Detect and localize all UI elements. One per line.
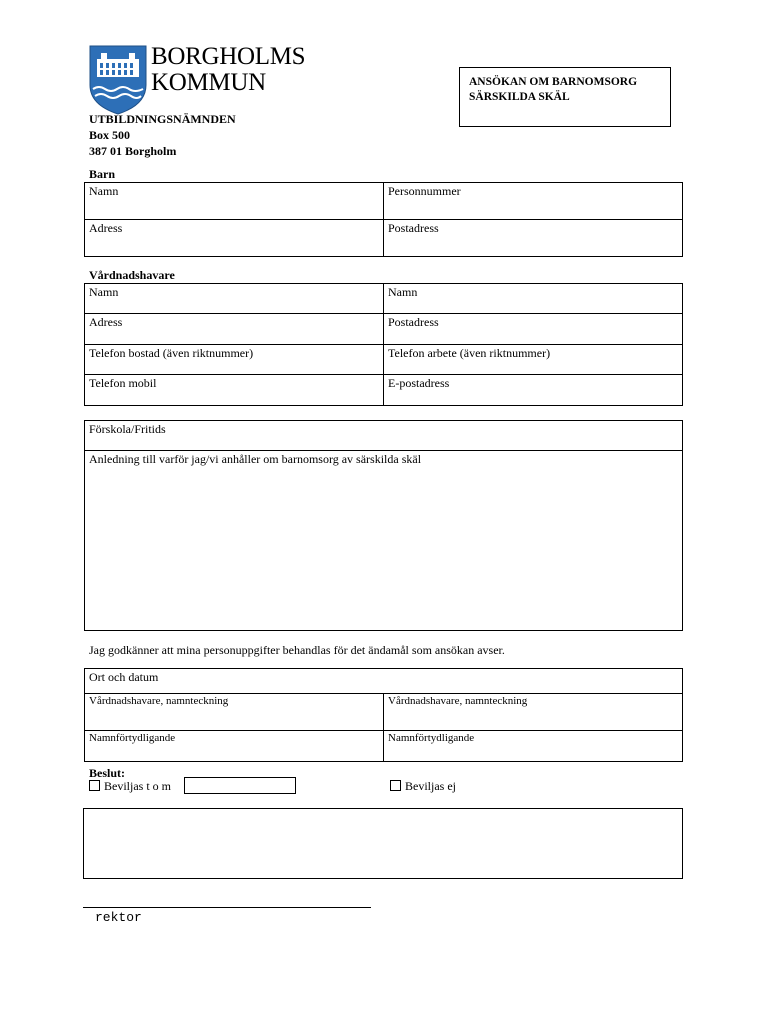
vh-sign-1-label: Vårdnadshavare, namnteckning: [89, 695, 229, 707]
vardnadshavare-heading: Vårdnadshavare: [89, 268, 175, 282]
vh-postadress-label: Postadress: [388, 315, 439, 329]
barn-namn-label: Namn: [89, 184, 119, 198]
epost-label: E-postadress: [388, 376, 450, 390]
vh-sign-2-label: Vårdnadshavare, namnteckning: [388, 695, 528, 707]
beviljas-ej-label: Beviljas ej: [405, 779, 456, 793]
barn-personnummer-label: Personnummer: [388, 184, 461, 198]
namnfortydligande-2-field[interactable]: [384, 731, 683, 762]
beslut-notes-field[interactable]: [83, 808, 683, 879]
vh2-namn-label: Namn: [388, 285, 418, 299]
beviljas-tom-label: Beviljas t o m: [104, 779, 171, 793]
po-box: Box 500: [89, 128, 131, 142]
barn-table: [84, 182, 683, 257]
form-title-line-1: ANSÖKAN OM BARNOMSORG: [469, 76, 638, 88]
rektor-signature-line[interactable]: [83, 907, 371, 908]
logo-line-1: BORGHOLMS: [151, 43, 306, 70]
vardnadshavare-table: [84, 283, 683, 406]
anledning-label: Anledning till varför jag/vi anhåller om barnomsorg av särskilda skäl: [89, 452, 422, 466]
barn-postadress-field[interactable]: [384, 220, 683, 257]
anledning-field[interactable]: [85, 451, 683, 631]
ort-datum-field[interactable]: [85, 669, 683, 694]
beviljas-ej-option[interactable]: [390, 779, 456, 794]
beviljas-tom-option[interactable]: [89, 779, 171, 794]
barn-namn-field[interactable]: [85, 183, 384, 220]
vh2-namn-field[interactable]: [384, 284, 683, 314]
beviljas-ej-checkbox[interactable]: [390, 780, 401, 791]
epost-field[interactable]: [384, 375, 683, 406]
postal-city: 387 01 Borgholm: [89, 144, 177, 158]
tel-arbete-field[interactable]: [384, 345, 683, 375]
vh-adress-field[interactable]: [85, 314, 384, 345]
barn-personnummer-field[interactable]: [384, 183, 683, 220]
department: UTBILDNINGSNÄMNDEN: [89, 112, 236, 126]
form-title-box: [459, 67, 671, 127]
logo-line-2: KOMMUN: [151, 69, 266, 96]
tel-bostad-field[interactable]: [85, 345, 384, 375]
barn-postadress-label: Postadress: [388, 221, 439, 235]
tel-mobil-label: Telefon mobil: [89, 376, 157, 390]
vh-sign-1-field[interactable]: [85, 694, 384, 731]
forskola-table: [84, 420, 683, 631]
vh-adress-label: Adress: [89, 315, 123, 329]
ort-datum-label: Ort och datum: [89, 670, 159, 684]
consent-text: Jag godkänner att mina personuppgifter behandlas för det ändamål som ansökan avser.: [89, 643, 505, 657]
beviljas-tom-checkbox[interactable]: [89, 780, 100, 791]
tel-bostad-label: Telefon bostad (även riktnummer): [89, 346, 254, 360]
sender-address: [89, 111, 236, 159]
vh1-namn-field[interactable]: [85, 284, 384, 314]
namnfortydligande-2-label: Namnförtydligande: [388, 732, 475, 744]
namnfortydligande-1-label: Namnförtydligande: [89, 732, 176, 744]
barn-adress-label: Adress: [89, 221, 123, 235]
vh-sign-2-field[interactable]: [384, 694, 683, 731]
beslut-heading: Beslut:: [89, 766, 125, 780]
forskola-label: Förskola/Fritids: [89, 422, 166, 436]
beviljas-tom-date-field[interactable]: [184, 777, 296, 794]
vh1-namn-label: Namn: [89, 285, 119, 299]
form-title-line-2: SÄRSKILDA SKÄL: [469, 91, 570, 103]
vh-postadress-field[interactable]: [384, 314, 683, 345]
rektor-label: rektor: [95, 910, 142, 925]
forskola-field[interactable]: [85, 421, 683, 451]
signature-table: [84, 668, 683, 762]
barn-heading: Barn: [89, 167, 116, 181]
barn-adress-field[interactable]: [85, 220, 384, 257]
municipality-crest-icon: [89, 45, 147, 115]
tel-arbete-label: Telefon arbete (även riktnummer): [388, 346, 551, 360]
tel-mobil-field[interactable]: [85, 375, 384, 406]
namnfortydligande-1-field[interactable]: [85, 731, 384, 762]
